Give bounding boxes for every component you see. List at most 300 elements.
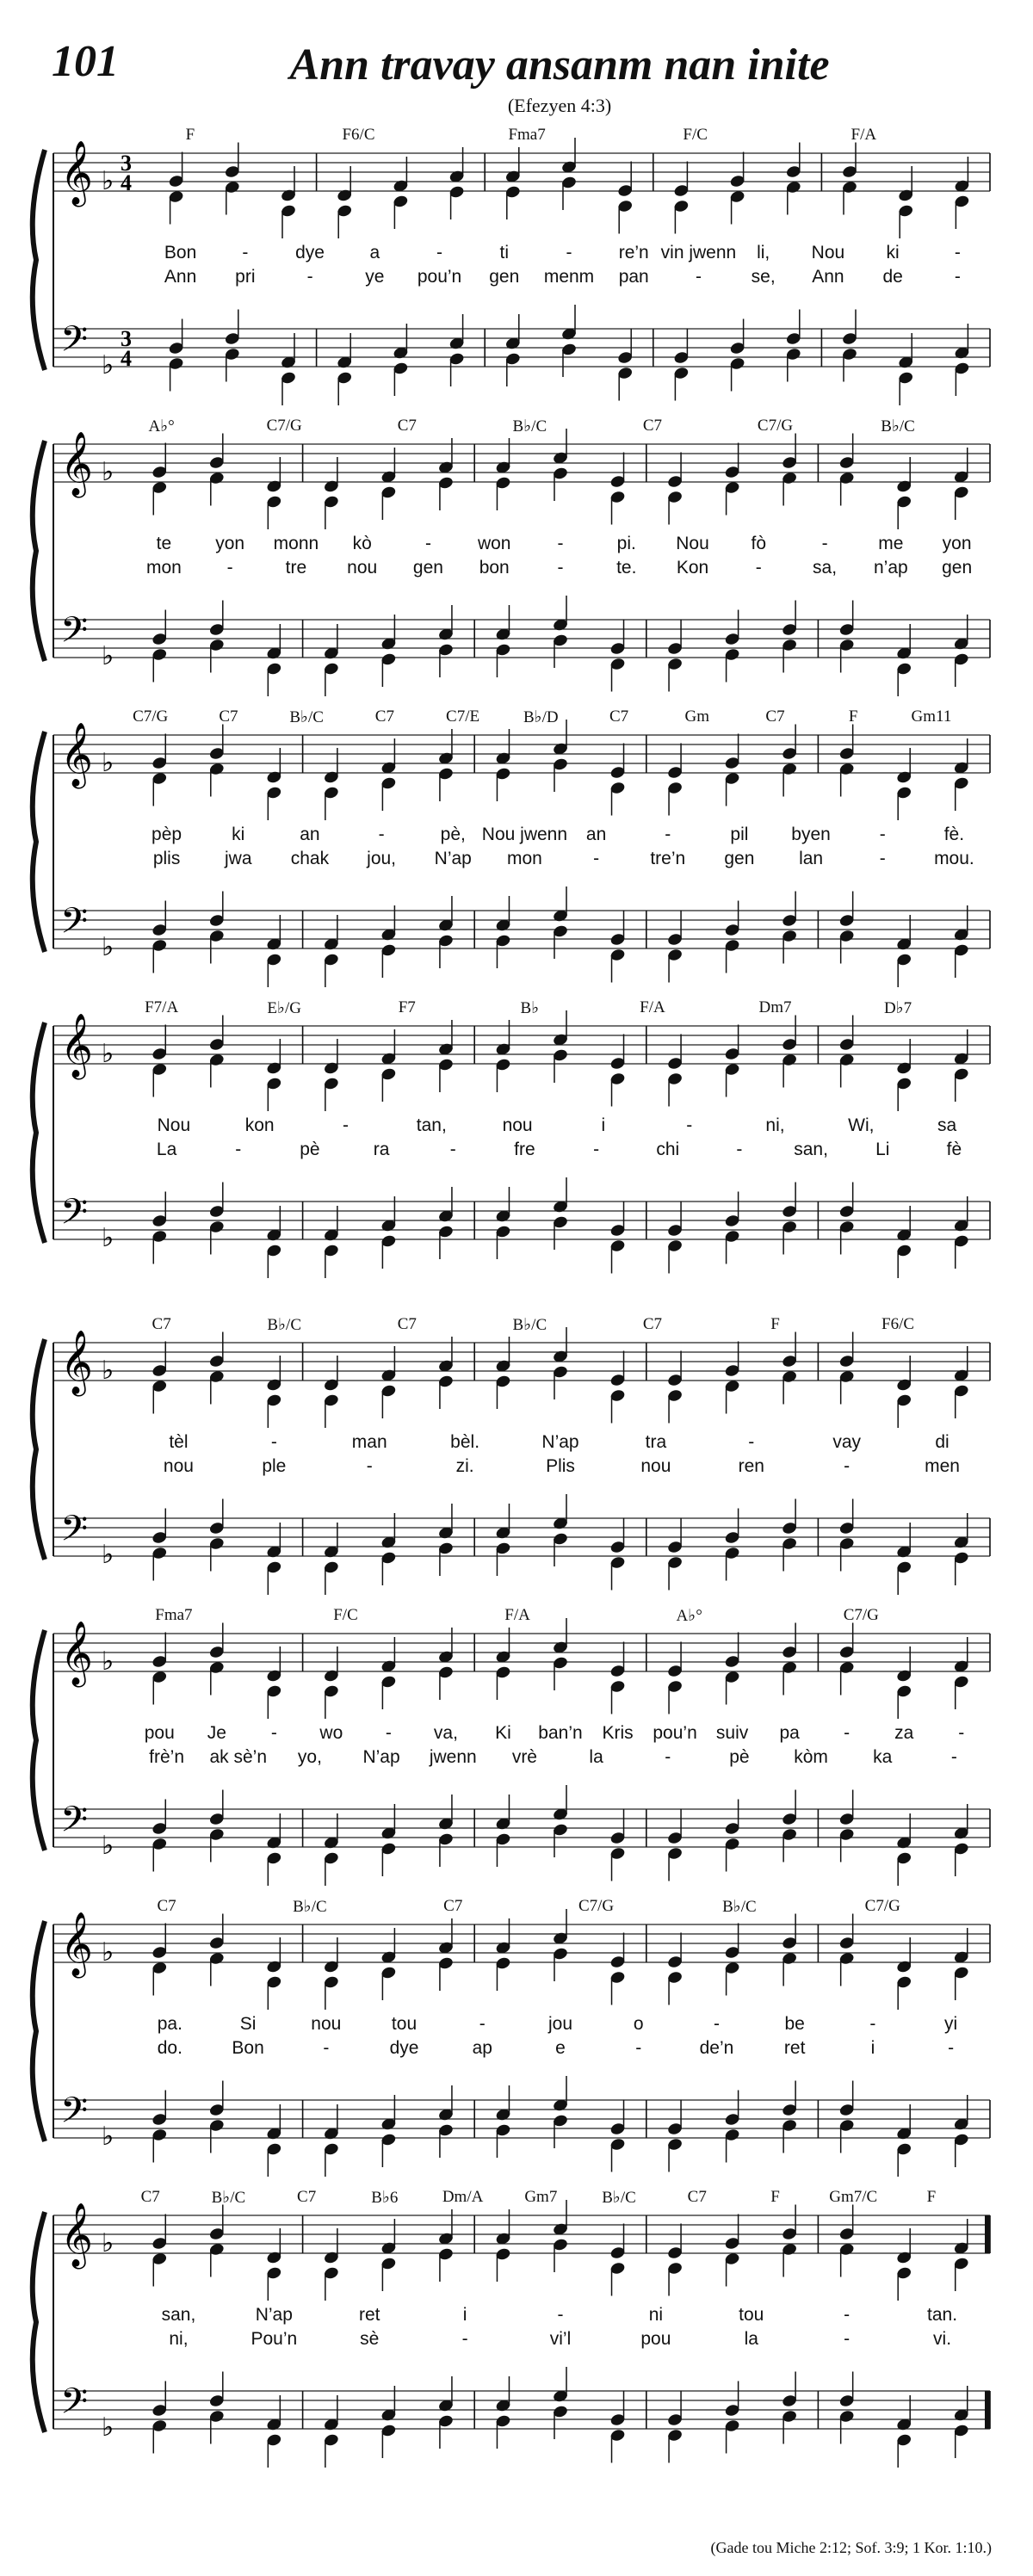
lyric-verse1: i bbox=[601, 1115, 606, 1135]
key-flat-icon: ♭ bbox=[102, 1224, 114, 1252]
lyric-verse1: Nou jwenn bbox=[481, 825, 568, 844]
lyric-verse1: Je bbox=[207, 1723, 226, 1743]
lyric-verse2: - bbox=[950, 1747, 957, 1767]
lyric-verse1: - bbox=[343, 1115, 349, 1135]
lyric-verse2: - bbox=[695, 267, 702, 287]
lyric-verse2: pou bbox=[640, 2329, 671, 2349]
hymn-header bbox=[0, 0, 1033, 120]
lyric-verse1: - bbox=[557, 2305, 564, 2325]
lyric-verse1: ni bbox=[648, 2305, 664, 2325]
key-flat-icon: ♭ bbox=[102, 1356, 114, 1385]
key-flat-icon: ♭ bbox=[102, 642, 114, 670]
chord-symbol: F bbox=[848, 707, 858, 726]
chord-symbol: Dm/A bbox=[442, 2188, 484, 2206]
system-brace bbox=[33, 1022, 45, 1243]
lyric-verse2: - bbox=[235, 1140, 242, 1159]
lyric-verse2: do. bbox=[157, 2038, 182, 2058]
chord-symbol: C7 bbox=[219, 707, 238, 726]
lyric-verse1: yon bbox=[942, 534, 972, 553]
chord-symbol: C7/G bbox=[757, 417, 794, 435]
key-flat-icon: ♭ bbox=[102, 351, 114, 380]
lyric-verse1: a bbox=[369, 243, 380, 263]
lyric-verse2: Bon bbox=[232, 2038, 264, 2058]
lyric-verse1: i bbox=[462, 2305, 467, 2325]
lyric-verse1: Ki bbox=[495, 1723, 511, 1743]
lyric-verse2: ye bbox=[365, 267, 385, 287]
lyric-verse1: Nou bbox=[676, 534, 709, 553]
chord-symbol: B♭ bbox=[520, 999, 540, 1017]
lyric-verse2: fè bbox=[946, 1140, 962, 1159]
lyric-verse1: ki bbox=[232, 825, 245, 844]
lyric-verse1: tou bbox=[391, 2014, 418, 2034]
lyric-verse1: - bbox=[270, 1723, 277, 1743]
lyric-verse1: yon bbox=[215, 534, 245, 553]
final-barline bbox=[985, 2391, 990, 2429]
treble-clef-icon: 𝄞 bbox=[60, 723, 93, 787]
lyric-verse1: - bbox=[869, 2014, 876, 2034]
chord-symbol: C7 bbox=[443, 1897, 463, 1915]
lyric-verse1: tan, bbox=[416, 1115, 447, 1135]
lyric-verse1: - bbox=[748, 1432, 755, 1452]
chord-symbol: C7/G bbox=[266, 417, 302, 435]
lyric-verse2: nou bbox=[163, 1456, 194, 1476]
treble-clef-icon: 𝄞 bbox=[60, 1014, 93, 1078]
chord-symbol: F/A bbox=[640, 998, 665, 1016]
system-brace bbox=[33, 441, 45, 661]
lyric-verse1: pou’n bbox=[653, 1723, 697, 1743]
lyric-verse1: byen bbox=[791, 825, 831, 844]
lyric-verse2: lan bbox=[799, 849, 824, 868]
lyric-verse2: nou bbox=[640, 1456, 671, 1476]
lyric-verse2: de’n bbox=[699, 2038, 734, 2058]
chord-symbol: B♭/C bbox=[289, 708, 324, 726]
lyric-verse2: - bbox=[306, 267, 313, 287]
music-system bbox=[0, 707, 1033, 1004]
lyric-verse2: ni, bbox=[169, 2329, 189, 2349]
lyric-verse1: - bbox=[844, 2305, 851, 2325]
lyric-verse2: tre’n bbox=[650, 849, 686, 868]
lyric-verse1: di bbox=[935, 1432, 949, 1452]
lyric-verse2: jwenn bbox=[429, 1747, 477, 1767]
lyric-verse2: ak sè’n bbox=[209, 1747, 268, 1767]
lyric-verse1: kon bbox=[244, 1115, 275, 1135]
bass-clef-icon: 𝄢 bbox=[60, 900, 89, 950]
lyric-verse1: - bbox=[242, 243, 249, 263]
chord-symbol: F/A bbox=[851, 126, 877, 144]
hymn-number: 101 bbox=[52, 37, 119, 86]
lyric-verse1: za bbox=[894, 1723, 914, 1743]
lyric-verse1: ban’n bbox=[538, 1723, 583, 1743]
lyric-verse1: tou bbox=[739, 2305, 764, 2325]
chord-symbol: C7 bbox=[140, 2188, 160, 2206]
lyric-verse2: e bbox=[555, 2038, 566, 2058]
lyric-verse2: - bbox=[635, 2038, 642, 2058]
chord-symbol: D♭7 bbox=[883, 999, 912, 1017]
lyric-verse2: mou. bbox=[934, 849, 974, 868]
chord-symbol: F/C bbox=[683, 126, 708, 144]
lyric-verse2: frè’n bbox=[149, 1747, 185, 1767]
chord-symbol: F bbox=[926, 2188, 937, 2206]
chord-symbol: C7/G bbox=[133, 707, 169, 726]
lyric-verse1: nou bbox=[502, 1115, 533, 1135]
chord-symbol: F/C bbox=[333, 1606, 358, 1624]
lyric-verse2: sa, bbox=[813, 558, 838, 578]
treble-clef-icon: 𝄞 bbox=[60, 1331, 93, 1394]
chord-symbol: F7/A bbox=[145, 998, 179, 1016]
lyric-verse2: plis bbox=[152, 849, 181, 868]
chord-symbol: E♭/G bbox=[267, 999, 301, 1017]
key-flat-icon: ♭ bbox=[102, 1647, 114, 1676]
chord-symbol: B♭/C bbox=[881, 417, 915, 436]
lyric-verse2: tre bbox=[285, 558, 307, 578]
chord-symbol: C7 bbox=[397, 417, 417, 435]
lyric-verse1: sa bbox=[937, 1115, 957, 1135]
lyric-verse2: vrè bbox=[511, 1747, 537, 1767]
lyric-verse1: N’ap bbox=[255, 2305, 293, 2325]
music-system bbox=[0, 1897, 1033, 2193]
key-flat-icon: ♭ bbox=[102, 1938, 114, 1967]
lyric-verse1: pou bbox=[144, 1723, 175, 1743]
bass-clef-icon: 𝄢 bbox=[60, 609, 89, 659]
lyric-verse2: sè bbox=[360, 2329, 380, 2349]
lyric-verse2: chi bbox=[656, 1140, 680, 1159]
lyric-verse2: - bbox=[954, 267, 961, 287]
lyric-verse2: Plis bbox=[546, 1456, 575, 1476]
staff-notation bbox=[0, 1319, 1033, 1611]
key-flat-icon: ♭ bbox=[102, 167, 114, 195]
lyric-verse2: - bbox=[844, 2329, 851, 2349]
chord-symbol: C7 bbox=[397, 1315, 417, 1333]
lyric-verse1: won bbox=[477, 534, 511, 553]
key-flat-icon: ♭ bbox=[102, 1832, 114, 1860]
chord-symbol: A♭° bbox=[676, 1607, 702, 1625]
key-flat-icon: ♭ bbox=[102, 749, 114, 777]
lyric-verse2: pou’n bbox=[417, 267, 462, 287]
lyric-verse1: Wi, bbox=[848, 1115, 875, 1135]
key-flat-icon: ♭ bbox=[102, 2413, 114, 2442]
staff-notation bbox=[0, 2191, 1033, 2484]
hymn-title: Ann travay ansanm nan inite bbox=[289, 40, 830, 90]
chord-symbol: C7 bbox=[687, 2188, 707, 2206]
lyric-verse1: kò bbox=[352, 534, 372, 553]
lyric-verse1: vay bbox=[832, 1432, 861, 1452]
lyric-verse1: an bbox=[585, 825, 607, 844]
lyric-verse1: - bbox=[821, 534, 828, 553]
lyric-verse2: - bbox=[736, 1140, 743, 1159]
lyric-verse1: Nou bbox=[811, 243, 845, 263]
lyric-verse2: pè bbox=[729, 1747, 750, 1767]
chord-symbol: B♭/C bbox=[512, 1316, 547, 1334]
chord-symbol: B♭/C bbox=[211, 2189, 246, 2207]
lyric-verse1: vin jwenn bbox=[660, 243, 737, 263]
lyric-verse1: pi. bbox=[616, 534, 636, 553]
lyric-verse2: ren bbox=[738, 1456, 764, 1476]
lyric-verse2: men bbox=[925, 1456, 960, 1476]
time-signature-denominator: 4 bbox=[121, 346, 132, 371]
chord-symbol: Fma7 bbox=[155, 1606, 193, 1624]
chord-symbol: C7/G bbox=[578, 1897, 615, 1915]
bass-clef-icon: 𝄢 bbox=[60, 318, 89, 368]
lyric-verse1: pa bbox=[779, 1723, 800, 1743]
bass-clef-icon: 𝄢 bbox=[60, 1191, 89, 1241]
lyric-verse1: pil bbox=[730, 825, 749, 844]
chord-symbol: A♭° bbox=[148, 417, 175, 436]
chord-symbol: C7/E bbox=[446, 707, 480, 726]
lyric-verse2: - bbox=[449, 1140, 456, 1159]
lyric-verse1: monn bbox=[273, 534, 319, 553]
key-flat-icon: ♭ bbox=[102, 458, 114, 486]
lyric-verse2: san, bbox=[794, 1140, 828, 1159]
treble-clef-icon: 𝄞 bbox=[60, 432, 93, 496]
lyric-verse2: de bbox=[882, 267, 903, 287]
bass-clef-icon: 𝄢 bbox=[60, 2090, 89, 2140]
lyric-verse1: Si bbox=[239, 2014, 257, 2034]
chord-symbol: Gm bbox=[684, 707, 710, 726]
lyric-verse2: kòm bbox=[794, 1747, 828, 1767]
music-system bbox=[0, 1315, 1033, 1611]
lyric-verse2: ap bbox=[472, 2038, 492, 2058]
chord-symbol: F bbox=[770, 2188, 780, 2206]
lyric-verse1: Nou bbox=[157, 1115, 191, 1135]
lyric-verse2: bon bbox=[479, 558, 510, 578]
chord-symbol: Fma7 bbox=[508, 126, 546, 144]
lyric-verse1: suiv bbox=[715, 1723, 749, 1743]
chord-symbol: F bbox=[185, 126, 195, 144]
chord-symbol: C7 bbox=[297, 2188, 317, 2206]
lyric-verse1: ki bbox=[886, 243, 900, 263]
chord-symbol: F/A bbox=[504, 1606, 530, 1624]
final-barline bbox=[985, 2215, 990, 2253]
chord-symbol: B♭6 bbox=[371, 2189, 399, 2207]
treble-clef-icon: 𝄞 bbox=[60, 141, 93, 205]
lyric-verse2: te. bbox=[616, 558, 637, 578]
chord-symbol: C7 bbox=[374, 707, 394, 726]
lyric-verse2: N’ap bbox=[434, 849, 472, 868]
lyric-verse1: - bbox=[958, 1723, 965, 1743]
lyric-verse1: wo bbox=[319, 1723, 343, 1743]
key-flat-icon: ♭ bbox=[102, 1040, 114, 1068]
lyric-verse1: man bbox=[351, 1432, 387, 1452]
lyric-verse2: - bbox=[366, 1456, 373, 1476]
lyric-verse1: ti bbox=[499, 243, 510, 263]
lyric-verse1: - bbox=[713, 2014, 720, 2034]
system-brace bbox=[33, 1921, 45, 2141]
lyric-verse2: zi. bbox=[455, 1456, 474, 1476]
lyric-verse1: yi bbox=[944, 2014, 958, 2034]
lyric-verse2: mon bbox=[506, 849, 542, 868]
chord-symbol: C7 bbox=[765, 707, 785, 726]
lyric-verse1: li, bbox=[757, 243, 770, 263]
lyric-verse1: - bbox=[686, 1115, 693, 1135]
key-flat-icon: ♭ bbox=[102, 2122, 114, 2151]
key-flat-icon: ♭ bbox=[102, 933, 114, 961]
treble-clef-icon: 𝄞 bbox=[60, 1912, 93, 1976]
lyric-verse2: n’ap bbox=[873, 558, 908, 578]
time-signature-denominator: 4 bbox=[121, 170, 132, 195]
chord-symbol: C7/G bbox=[864, 1897, 900, 1915]
lyric-verse2: jou, bbox=[367, 849, 397, 868]
lyric-verse2: ka bbox=[873, 1747, 893, 1767]
lyric-verse1: - bbox=[378, 825, 385, 844]
lyric-verse2: i bbox=[870, 2038, 875, 2058]
lyric-verse1: Kris bbox=[602, 1723, 634, 1743]
lyric-verse2: ret bbox=[783, 2038, 806, 2058]
chord-symbol: Gm7 bbox=[524, 2188, 558, 2206]
chord-symbol: B♭/C bbox=[722, 1898, 757, 1916]
system-brace bbox=[33, 150, 45, 370]
lyric-verse1: pa. bbox=[157, 2014, 182, 2034]
lyric-verse1: N’ap bbox=[541, 1432, 579, 1452]
lyric-verse2: chak bbox=[290, 849, 330, 868]
music-system bbox=[0, 417, 1033, 713]
lyric-verse1: - bbox=[436, 243, 443, 263]
lyric-verse1: nou bbox=[311, 2014, 342, 2034]
key-flat-icon: ♭ bbox=[102, 1541, 114, 1569]
scripture-reference: (Efezyen 4:3) bbox=[507, 95, 612, 116]
lyric-verse2: Ann bbox=[812, 267, 844, 287]
lyric-verse1: ni, bbox=[765, 1115, 785, 1135]
chord-symbol: Gm7/C bbox=[829, 2188, 878, 2206]
lyric-verse1: - bbox=[479, 2014, 486, 2034]
chord-symbol: C7 bbox=[157, 1897, 176, 1915]
lyric-verse2: - bbox=[948, 2038, 955, 2058]
chord-symbol: C7 bbox=[642, 1315, 663, 1333]
lyric-verse2: gen bbox=[412, 558, 443, 578]
lyric-verse2: Kon bbox=[676, 558, 709, 578]
system-brace bbox=[33, 2212, 45, 2432]
lyric-verse2: - bbox=[461, 2329, 468, 2349]
chord-symbol: C7 bbox=[609, 707, 629, 726]
lyric-verse2: - bbox=[593, 849, 600, 868]
lyric-verse2: se, bbox=[751, 267, 776, 287]
lyric-verse2: yo, bbox=[297, 1747, 322, 1767]
system-brace bbox=[33, 1339, 45, 1560]
lyric-verse2: - bbox=[755, 558, 762, 578]
music-system bbox=[0, 1606, 1033, 1902]
lyric-verse2: nou bbox=[347, 558, 378, 578]
lyric-verse2: - bbox=[879, 849, 886, 868]
bass-clef-icon: 𝄢 bbox=[60, 2381, 89, 2431]
lyric-verse2: gen bbox=[489, 267, 520, 287]
chord-symbol: F7 bbox=[398, 998, 416, 1016]
lyric-verse1: pè, bbox=[440, 825, 466, 844]
lyric-verse1: san, bbox=[161, 2305, 196, 2325]
lyric-verse2: menm bbox=[543, 267, 595, 287]
lyric-verse1: be bbox=[784, 2014, 805, 2034]
lyric-verse1: - bbox=[385, 1723, 392, 1743]
lyric-verse2: pè bbox=[300, 1140, 320, 1159]
lyric-verse2: la bbox=[744, 2329, 758, 2349]
lyric-verse2: la bbox=[589, 1747, 603, 1767]
lyric-verse1: an bbox=[300, 825, 320, 844]
lyric-verse1: me bbox=[878, 534, 904, 553]
chord-symbol: B♭/C bbox=[267, 1316, 301, 1334]
lyric-verse2: Li bbox=[875, 1140, 890, 1159]
time-signature-numerator: 3 bbox=[121, 326, 132, 351]
lyric-verse1: - bbox=[566, 243, 572, 263]
footer-references: (Gade tou Miche 2:12; Sof. 3:9; 1 Kor. 1:10.) bbox=[710, 2539, 992, 2556]
treble-clef-icon: 𝄞 bbox=[60, 2203, 93, 2267]
chord-symbol: B♭/D bbox=[523, 708, 559, 726]
lyric-verse2: N’ap bbox=[362, 1747, 400, 1767]
chord-symbol: B♭/C bbox=[602, 2189, 636, 2207]
lyric-verse2: vi. bbox=[933, 2329, 952, 2349]
lyric-verse2: gen bbox=[942, 558, 973, 578]
lyric-verse2: mon bbox=[145, 558, 182, 578]
lyric-verse1: - bbox=[844, 1723, 851, 1743]
lyric-verse1: fè. bbox=[943, 825, 965, 844]
lyric-verse2: - bbox=[593, 1140, 600, 1159]
lyric-verse1: te bbox=[156, 534, 172, 553]
chord-symbol: C7 bbox=[152, 1315, 171, 1333]
treble-clef-icon: 𝄞 bbox=[60, 1622, 93, 1685]
lyric-verse1: tra bbox=[645, 1432, 667, 1452]
lyric-verse2: - bbox=[226, 558, 233, 578]
lyric-verse1: fò bbox=[751, 534, 767, 553]
lyric-verse2: dye bbox=[389, 2038, 419, 2058]
chord-symbol: F6/C bbox=[881, 1315, 915, 1333]
system-brace bbox=[33, 1630, 45, 1850]
chord-symbol: F6/C bbox=[342, 126, 375, 144]
lyric-verse2: gen bbox=[724, 849, 755, 868]
staff-notation bbox=[0, 1900, 1033, 2193]
lyric-verse2: ple bbox=[262, 1456, 287, 1476]
music-system bbox=[0, 126, 1033, 422]
lyric-verse1: tèl bbox=[169, 1432, 189, 1452]
chord-symbol: Dm7 bbox=[758, 998, 792, 1016]
lyric-verse2: pan bbox=[618, 267, 649, 287]
lyric-verse1: jou bbox=[547, 2014, 573, 2034]
lyric-verse1: tan. bbox=[927, 2305, 958, 2325]
chord-symbol: C7/G bbox=[843, 1606, 879, 1624]
chord-symbol: C7 bbox=[642, 417, 663, 435]
bass-clef-icon: 𝄢 bbox=[60, 1508, 89, 1558]
music-system bbox=[0, 2188, 1033, 2484]
lyric-verse2: - bbox=[323, 2038, 330, 2058]
lyric-verse2: Pou’n bbox=[251, 2329, 298, 2349]
chord-symbol: B♭/C bbox=[512, 417, 547, 436]
system-brace bbox=[33, 732, 45, 952]
bass-clef-icon: 𝄢 bbox=[60, 1799, 89, 1849]
lyric-verse1: Bon bbox=[164, 243, 197, 263]
lyric-verse1: pèp bbox=[152, 825, 182, 844]
lyric-verse2: jwa bbox=[224, 849, 252, 868]
lyric-verse1: - bbox=[665, 825, 671, 844]
lyric-verse2: Ann bbox=[164, 267, 197, 287]
lyric-verse2: fre bbox=[514, 1140, 535, 1159]
time-signature-numerator: 3 bbox=[121, 151, 132, 176]
lyric-verse1: - bbox=[270, 1432, 277, 1452]
music-system bbox=[0, 998, 1033, 1294]
chord-symbol: Gm11 bbox=[911, 707, 952, 726]
lyric-verse1: va, bbox=[433, 1723, 458, 1743]
lyric-verse2: pri bbox=[235, 267, 256, 287]
lyric-verse1: ret bbox=[358, 2305, 380, 2325]
lyric-verse1: re’n bbox=[618, 243, 649, 263]
lyric-verse2: vi’l bbox=[549, 2329, 572, 2349]
chord-symbol: B♭/C bbox=[293, 1898, 327, 1916]
lyric-verse2: - bbox=[557, 558, 564, 578]
lyric-verse1: - bbox=[954, 243, 961, 263]
key-flat-icon: ♭ bbox=[102, 2229, 114, 2258]
lyric-verse2: - bbox=[844, 1456, 851, 1476]
lyric-verse2: ra bbox=[373, 1140, 390, 1159]
lyric-verse1: - bbox=[557, 534, 564, 553]
lyric-verse1: dye bbox=[295, 243, 325, 263]
lyric-verse2: - bbox=[665, 1747, 671, 1767]
lyric-verse1: o bbox=[633, 2014, 644, 2034]
lyric-verse2: La bbox=[156, 1140, 177, 1159]
